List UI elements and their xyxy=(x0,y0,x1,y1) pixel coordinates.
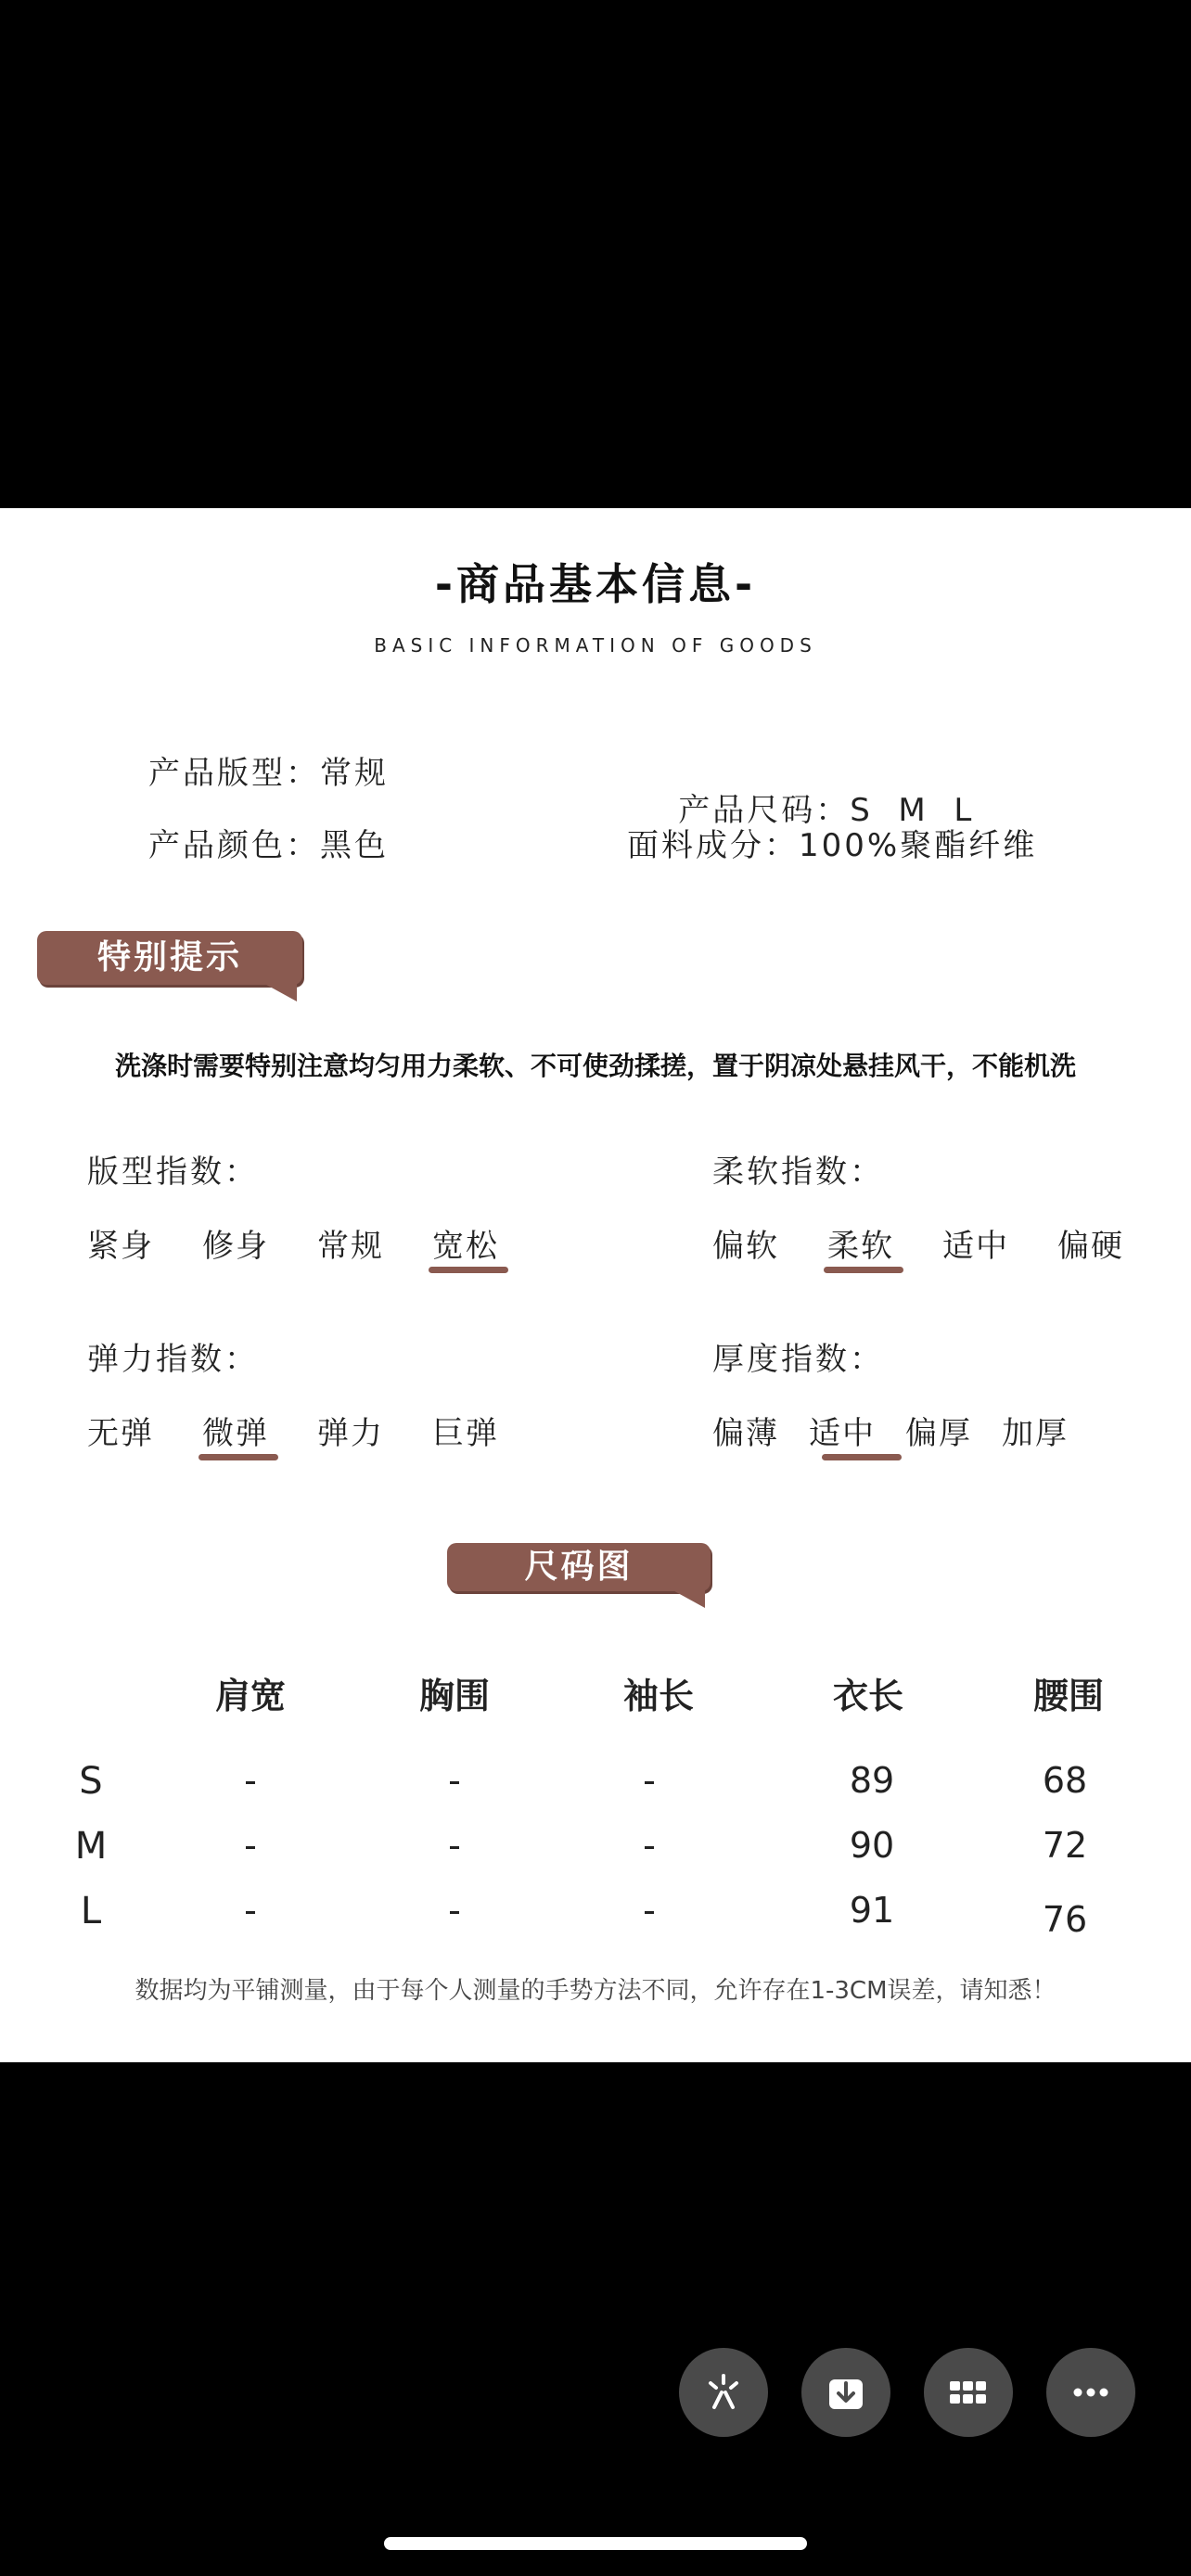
size-row-label: S xyxy=(79,1760,103,1803)
softness-option-selected: 柔软 xyxy=(827,1228,894,1265)
save-image-button[interactable] xyxy=(801,2348,890,2437)
column-header: 肩宽 xyxy=(214,1676,286,1716)
info-size-value: S M L xyxy=(850,792,975,829)
info-material-label: 面料成分： xyxy=(627,827,799,864)
table-cell: - xyxy=(643,1760,656,1801)
size-row-label: M xyxy=(74,1825,108,1868)
size-table xyxy=(0,508,1191,2062)
softness-option: 偏硬 xyxy=(1057,1228,1124,1265)
column-header: 衣长 xyxy=(832,1676,903,1716)
fit-option: 修身 xyxy=(202,1228,269,1265)
column-header: 胸围 xyxy=(418,1676,490,1716)
fit-option: 紧身 xyxy=(87,1228,154,1265)
grid-icon xyxy=(946,2370,991,2415)
table-cell: 72 xyxy=(1042,1825,1088,1866)
table-cell: - xyxy=(244,1890,257,1931)
home-indicator[interactable] xyxy=(384,2537,807,2550)
table-cell: - xyxy=(244,1760,257,1801)
fit-option-selected: 宽松 xyxy=(432,1228,499,1265)
table-cell: 90 xyxy=(849,1825,895,1866)
elasticity-option: 无弹 xyxy=(87,1415,154,1452)
washing-notice: 洗涤时需要特别注意均匀用力柔软、不可使劲揉搓，置于阴凉处悬挂风干，不能机洗 xyxy=(114,1051,1076,1081)
elasticity-index-title: 弹力指数： xyxy=(87,1341,259,1378)
softness-index-title: 柔软指数： xyxy=(712,1154,884,1191)
sparkle-icon xyxy=(701,2370,746,2415)
info-fit-value: 常规 xyxy=(320,755,389,792)
grid-view-button[interactable] xyxy=(924,2348,1013,2437)
size-chart-tag-label: 尺码图 xyxy=(524,1548,634,1586)
more-icon xyxy=(1069,2370,1113,2415)
size-row-label: L xyxy=(80,1890,102,1932)
table-cell: - xyxy=(448,1890,461,1931)
measurement-note: 数据均为平铺测量，由于每个人测量的手势方法不同，允许存在1-3CM误差，请知悉！ xyxy=(134,1977,1057,2005)
visual-lookup-button[interactable] xyxy=(679,2348,768,2437)
table-cell: - xyxy=(244,1825,257,1866)
more-options-button[interactable] xyxy=(1046,2348,1135,2437)
table-cell: 68 xyxy=(1042,1760,1088,1801)
fit-index-title: 版型指数： xyxy=(87,1154,259,1191)
table-cell: - xyxy=(643,1890,656,1931)
column-header: 腰围 xyxy=(1032,1676,1104,1716)
thickness-option: 偏薄 xyxy=(712,1415,779,1452)
table-cell: - xyxy=(448,1760,461,1801)
table-cell: 89 xyxy=(849,1760,895,1801)
elasticity-option-selected: 微弹 xyxy=(202,1415,269,1452)
table-cell: 76 xyxy=(1042,1899,1088,1940)
info-fit-label: 产品版型： xyxy=(148,755,320,792)
thickness-option: 加厚 xyxy=(1002,1415,1069,1452)
softness-option: 适中 xyxy=(942,1228,1009,1265)
info-size-label: 产品尺码： xyxy=(678,792,851,829)
special-notice-tag-label: 特别提示 xyxy=(96,938,242,976)
elasticity-option: 弹力 xyxy=(317,1415,384,1452)
column-header: 袖长 xyxy=(622,1676,694,1716)
fit-option: 常规 xyxy=(317,1228,384,1265)
table-cell: 91 xyxy=(849,1890,895,1931)
download-icon xyxy=(824,2370,868,2415)
thickness-option: 偏厚 xyxy=(905,1415,972,1452)
page-title: -商品基本信息- xyxy=(434,559,757,609)
info-material-value: 100%聚酯纤维 xyxy=(799,827,1038,864)
thickness-index-title: 厚度指数： xyxy=(712,1341,884,1378)
table-cell: - xyxy=(643,1825,656,1866)
elasticity-option: 巨弹 xyxy=(432,1415,499,1452)
info-color-value: 黑色 xyxy=(320,827,389,864)
page-subtitle: BASIC INFORMATION OF GOODS xyxy=(374,634,817,657)
softness-option: 偏软 xyxy=(712,1228,779,1265)
info-color-label: 产品颜色： xyxy=(148,827,320,864)
thickness-option-selected: 适中 xyxy=(809,1415,876,1452)
table-cell: - xyxy=(448,1825,461,1866)
product-info-image xyxy=(0,508,1191,2062)
